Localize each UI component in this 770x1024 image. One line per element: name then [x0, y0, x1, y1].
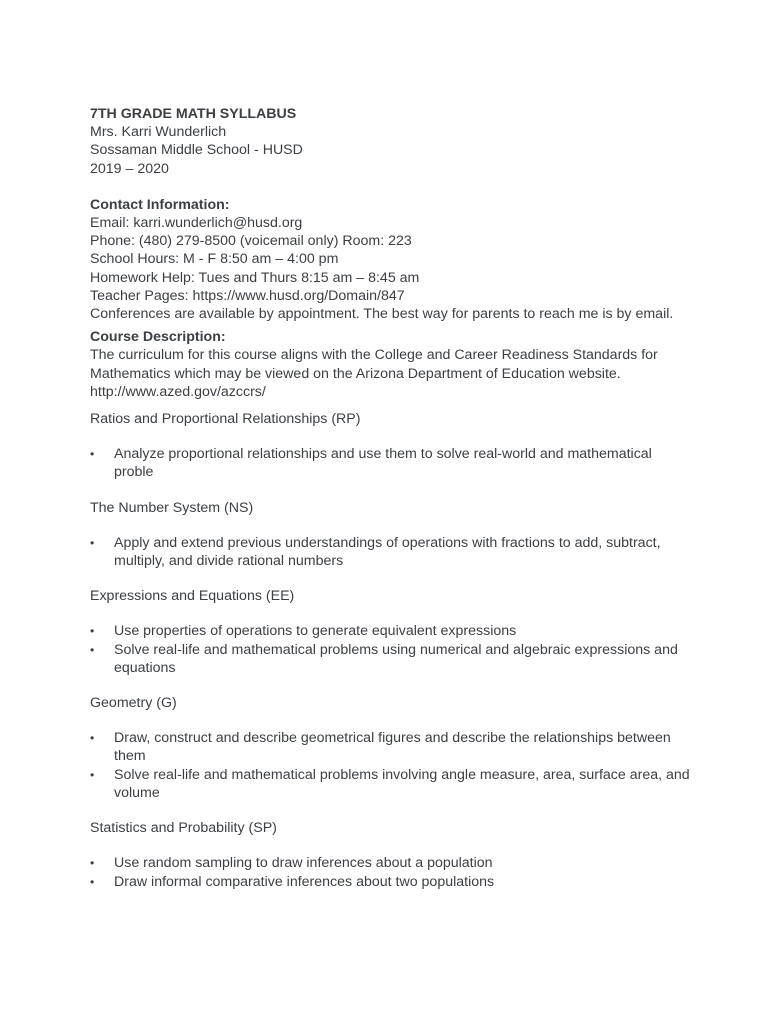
bullet-icon: •	[90, 856, 95, 871]
list-item-text: Use random sampling to draw inferences about a population	[114, 855, 493, 872]
list-item-text: Draw informal comparative inferences about two populations	[114, 873, 495, 890]
list-item-text: Draw, construct and describe geometrical figures and describe the relationships between them	[114, 730, 671, 765]
bullet-icon: •	[90, 624, 95, 639]
list-item-text: Apply and extend previous understandings of operations with fractions to add, subtract, multiply, and divide rational numbers	[114, 534, 661, 570]
contact-homework: Homework Help: Tues and Thurs 8:15 am – 8:45 am	[90, 269, 420, 286]
list-item	[90, 873, 690, 891]
list-item	[90, 534, 690, 570]
list-item	[90, 854, 690, 872]
bullet-icon: •	[90, 874, 95, 889]
course-heading: Course Description:	[90, 329, 226, 346]
list-item	[90, 622, 690, 640]
teacher-name: Mrs. Karri Wunderlich	[90, 124, 227, 141]
strand-title-ns: The Number System (NS)	[90, 499, 254, 516]
strand-list-g	[90, 729, 690, 802]
list-item-text: Use properties of operations to generate equivalent expressions	[114, 623, 517, 640]
school-year: 2019 – 2020	[90, 160, 169, 177]
strand-list-sp	[90, 854, 690, 890]
contact-conferences: Conferences are available by appointment. The best way for parents to reach me is by email.	[90, 306, 674, 323]
contact-email: Email: karri.wunderlich@husd.org	[90, 215, 303, 232]
list-item-text: Analyze proportional relationships and use them to solve real-world and mathematical proble	[114, 446, 652, 481]
strand-title-sp: Statistics and Probability (SP)	[90, 820, 277, 837]
course-url: http://www.azed.gov/azccrs/	[90, 383, 266, 400]
bullet-icon: •	[90, 731, 95, 746]
strand-list-rp	[90, 445, 690, 481]
bullet-icon: •	[90, 535, 95, 550]
course-description: The curriculum for this course aligns with the College and Career Readiness Standards for Mathematics which may be viewed on the Arizona Department of Education website.	[90, 347, 658, 382]
contact-hours: School Hours: M - F 8:50 am – 4:00 pm	[90, 251, 339, 268]
list-item	[90, 729, 690, 765]
contact-heading: Contact Information:	[90, 196, 230, 213]
strand-list-ns	[90, 534, 690, 570]
list-item	[90, 766, 690, 802]
strand-title-g: Geometry (G)	[90, 695, 177, 712]
strand-title-ee: Expressions and Equations (EE)	[90, 588, 295, 605]
list-item-text: Solve real-life and mathematical problems using numerical and algebraic expressions and equations	[114, 641, 678, 676]
contact-teacher-pages: Teacher Pages: https://www.husd.org/Domain/847	[90, 287, 405, 304]
document-title: 7TH GRADE MATH SYLLABUS	[90, 106, 297, 122]
bullet-icon: •	[90, 642, 95, 657]
list-item	[90, 445, 690, 481]
contact-phone: Phone: (480) 279-8500 (voicemail only) Room: 223	[90, 233, 412, 250]
bullet-icon: •	[90, 447, 95, 462]
list-item	[90, 641, 690, 677]
strand-title-rp: Ratios and Proportional Relationships (RP)	[90, 411, 361, 428]
strand-list-ee	[90, 622, 690, 677]
list-item-text: Solve real-life and mathematical problems involving angle measure, area, surface area, and volume	[114, 766, 690, 801]
school-name: Sossaman Middle School - HUSD	[90, 142, 303, 159]
syllabus-document	[90, 105, 690, 891]
bullet-icon: •	[90, 767, 95, 782]
